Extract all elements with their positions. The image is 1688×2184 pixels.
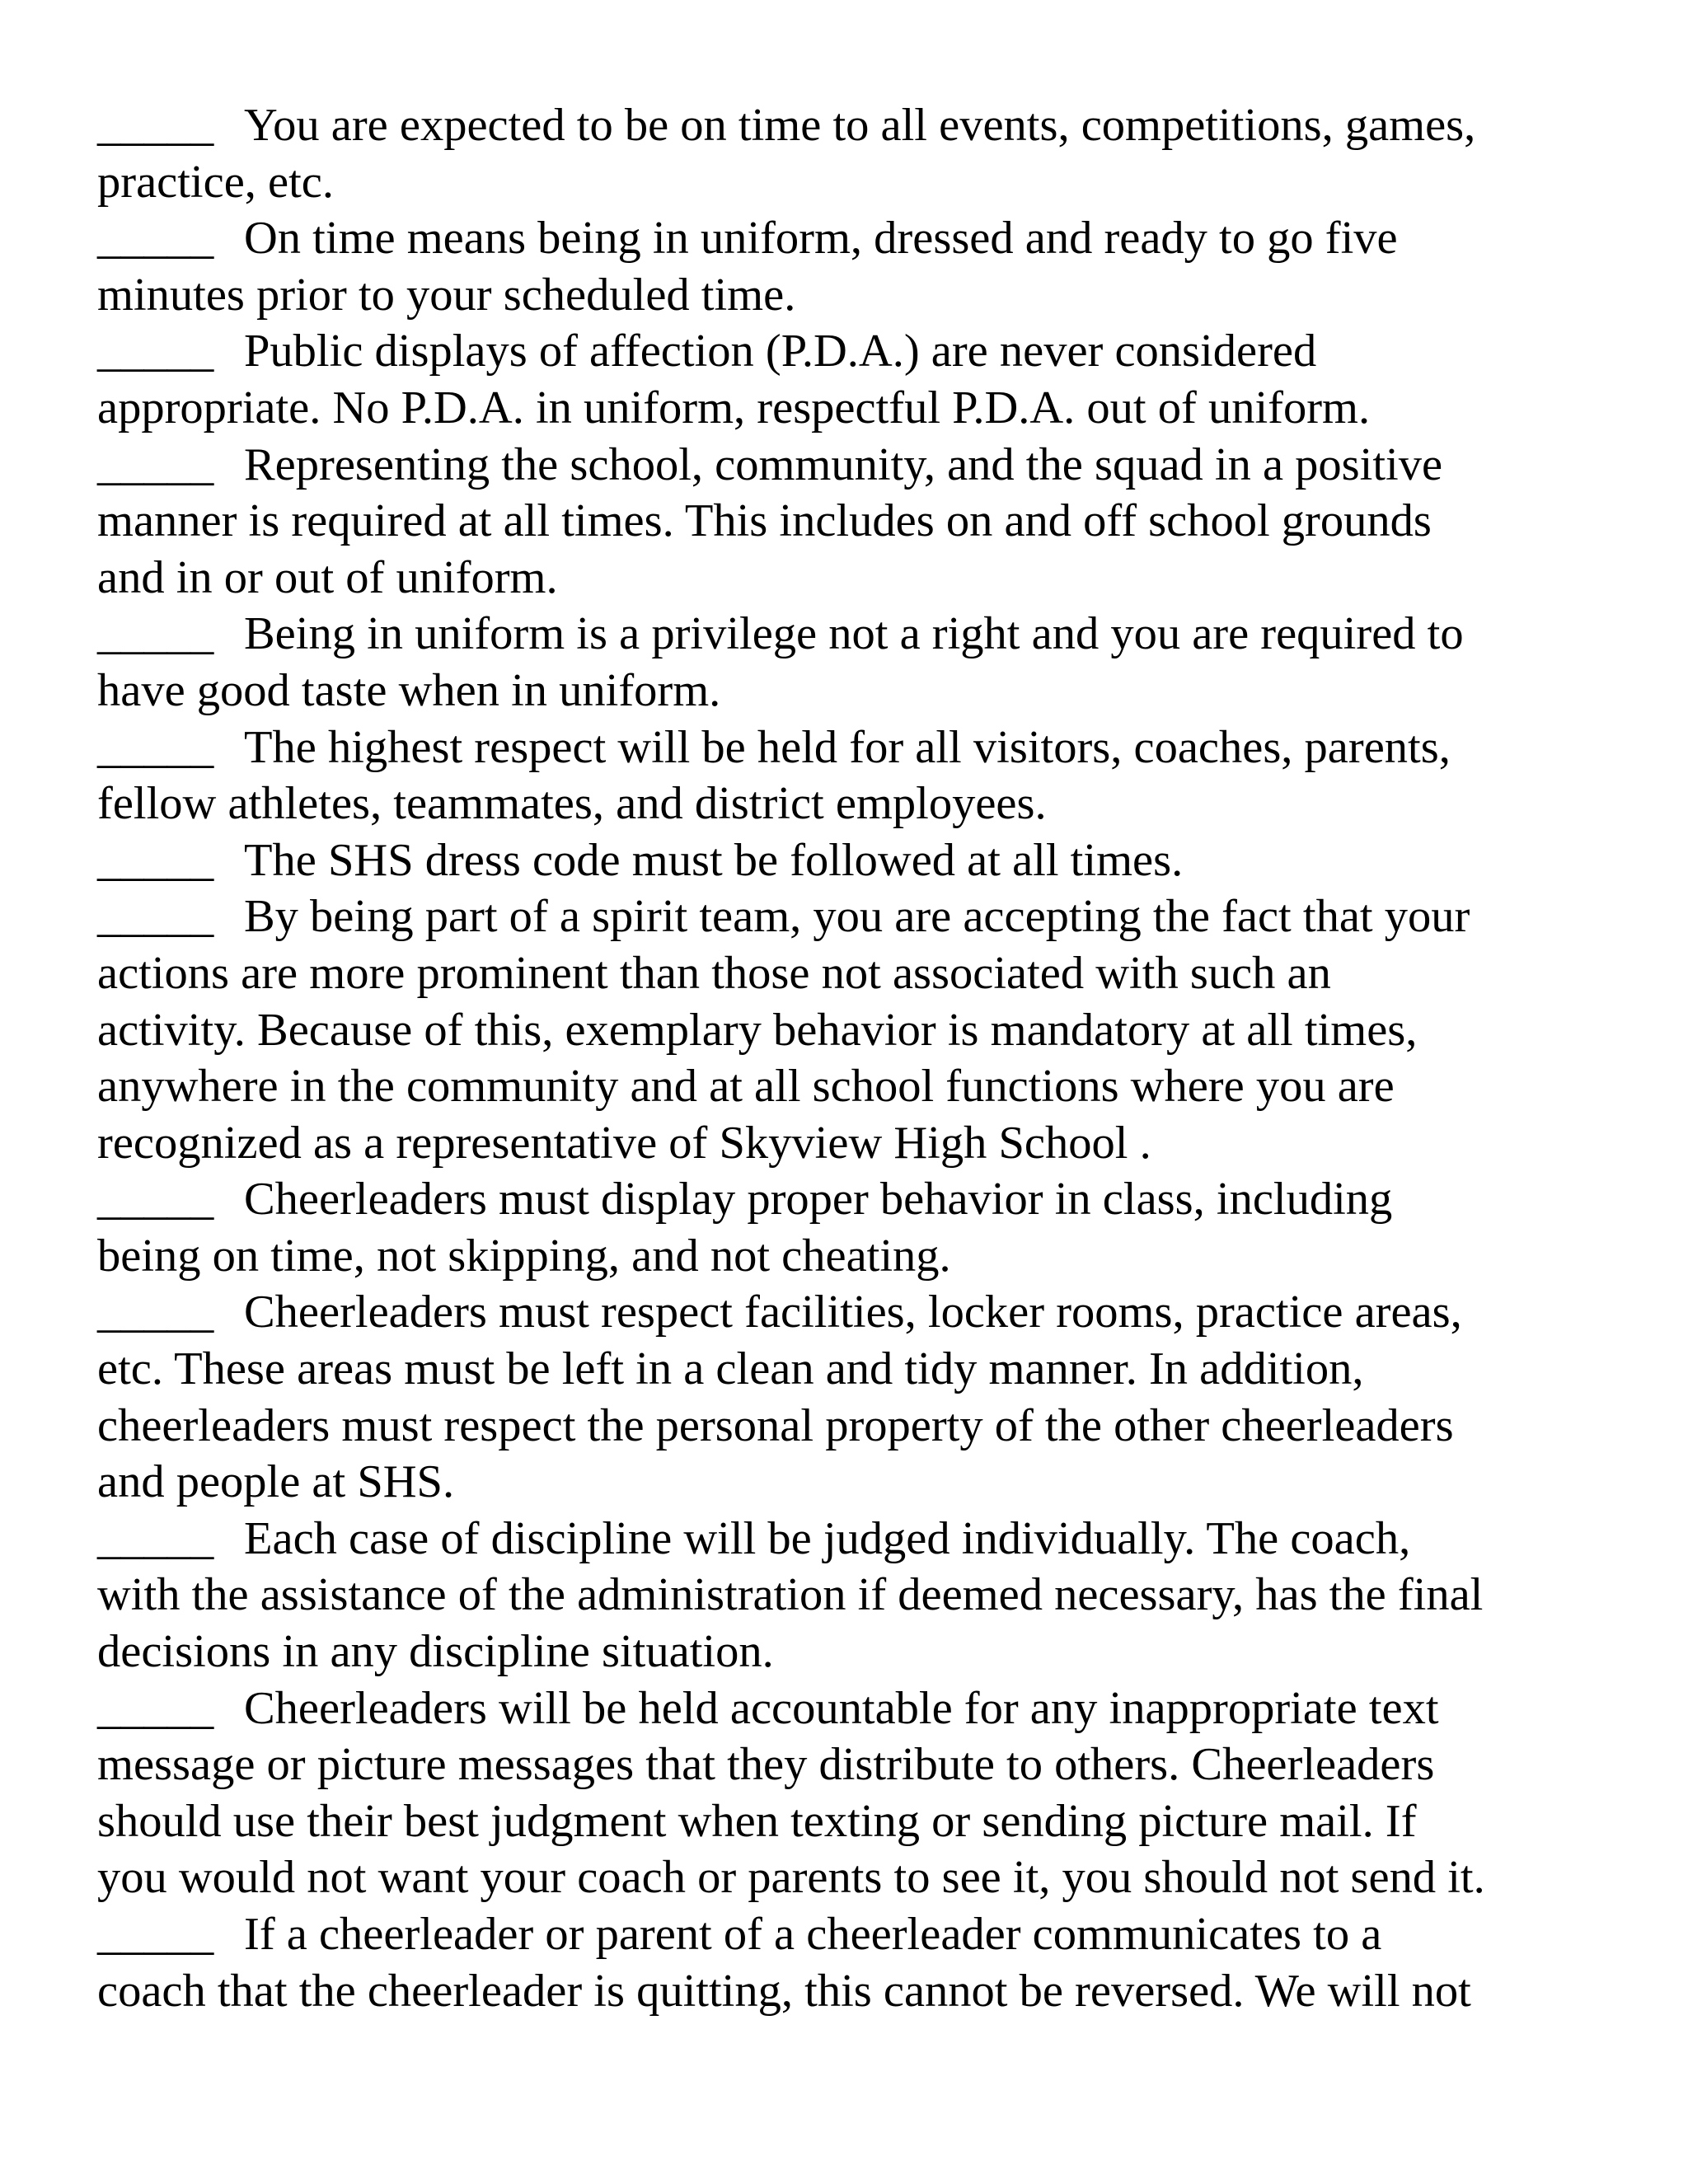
rule-line [97, 1680, 1581, 1737]
rule-text: actions are more prominent than those not associated with such an [97, 947, 1331, 999]
rule-text: you would not want your coach or parents to see it, you should not send it. [97, 1852, 1485, 1904]
rule-text: activity. Because of this, exemplary behavior is mandatory at all times, [97, 1004, 1418, 1056]
rule-line [97, 210, 1581, 267]
rule-item [97, 606, 1581, 719]
rule-item [97, 97, 1581, 210]
rule-line [97, 550, 1581, 607]
rule-text: and people at SHS. [97, 1456, 455, 1508]
rule-text: cheerleaders must respect the personal property of the other cheerleaders [97, 1399, 1454, 1451]
rule-line [97, 267, 1581, 324]
rule-item [97, 1906, 1581, 2019]
initial-blank[interactable]: _____ [97, 608, 214, 660]
rule-text: The highest respect will be held for all visitors, coaches, parents, [244, 721, 1451, 773]
initial-blank[interactable]: _____ [97, 326, 214, 377]
rule-item [97, 832, 1581, 889]
rule-text: Each case of discipline will be judged individually. The coach, [244, 1512, 1411, 1564]
rule-item [97, 437, 1581, 607]
rule-text: with the assistance of the administration if deemed necessary, has the final [97, 1569, 1484, 1621]
rule-item [97, 323, 1581, 436]
rule-text: practice, etc. [97, 156, 334, 208]
rule-line [97, 1736, 1581, 1793]
rule-text: If a cheerleader or parent of a cheerleader communicates to a [244, 1909, 1382, 1960]
rule-line [97, 832, 1581, 889]
rule-item [97, 1284, 1581, 1510]
rule-text: Cheerleaders must display proper behavior in class, including [244, 1174, 1393, 1226]
rule-text: Public displays of affection (P.D.A.) are never considered [244, 326, 1317, 377]
rule-text: recognized as a representative of Skyview High School . [97, 1117, 1151, 1169]
rule-line [97, 437, 1581, 494]
rule-text: should use their best judgment when texting or sending picture mail. If [97, 1795, 1417, 1847]
rule-text: coach that the cheerleader is quitting, this cannot be reversed. We will not [97, 1965, 1471, 2017]
rule-line [97, 1228, 1581, 1285]
initial-blank[interactable]: _____ [97, 438, 214, 490]
initial-blank[interactable]: _____ [97, 100, 214, 151]
initial-blank[interactable]: _____ [97, 891, 214, 943]
rule-line [97, 1058, 1581, 1115]
rule-line [97, 1002, 1581, 1059]
initial-blank[interactable]: _____ [97, 1286, 214, 1338]
rule-line [97, 1906, 1581, 1963]
rule-line [97, 1511, 1581, 1568]
rule-item [97, 1680, 1581, 1906]
rule-line [97, 493, 1581, 550]
rule-line [97, 323, 1581, 380]
initial-blank[interactable]: _____ [97, 834, 214, 886]
initial-blank[interactable]: _____ [97, 1174, 214, 1226]
rule-line [97, 380, 1581, 437]
rule-line [97, 97, 1581, 154]
rule-text: have good taste when in uniform. [97, 664, 721, 716]
rule-line [97, 1567, 1581, 1624]
rule-text: and in or out of uniform. [97, 551, 558, 603]
document-page [97, 97, 1581, 2019]
initial-blank[interactable]: _____ [97, 721, 214, 773]
rule-item [97, 210, 1581, 323]
rule-text: The SHS dress code must be followed at all times. [244, 834, 1184, 886]
initial-blank[interactable]: _____ [97, 1909, 214, 1960]
rule-item [97, 888, 1581, 1171]
rule-text: message or picture messages that they distribute to others. Cheerleaders [97, 1739, 1435, 1791]
rule-text: anywhere in the community and at all school functions where you are [97, 1061, 1395, 1113]
rule-line [97, 945, 1581, 1002]
rule-line [97, 154, 1581, 211]
rule-line [97, 1115, 1581, 1172]
rule-text: Cheerleaders will be held accountable for any inappropriate text [244, 1682, 1439, 1734]
rule-line [97, 1963, 1581, 2020]
rule-line [97, 1284, 1581, 1341]
rule-line [97, 663, 1581, 719]
rule-line [97, 1624, 1581, 1680]
rule-line [97, 776, 1581, 832]
rule-line [97, 719, 1581, 776]
rule-line [97, 1398, 1581, 1455]
rule-line [97, 1171, 1581, 1228]
rule-item [97, 719, 1581, 832]
initial-blank[interactable]: _____ [97, 213, 214, 265]
initial-blank[interactable]: _____ [97, 1682, 214, 1734]
rule-item [97, 1171, 1581, 1284]
rule-line [97, 1793, 1581, 1850]
rule-text: appropriate. No P.D.A. in uniform, respectful P.D.A. out of uniform. [97, 382, 1371, 434]
rule-text: You are expected to be on time to all events, competitions, games, [244, 100, 1476, 151]
rule-text: Being in uniform is a privilege not a right and you are required to [244, 608, 1464, 660]
rule-text: etc. These areas must be left in a clean and tidy manner. In addition, [97, 1343, 1364, 1395]
rule-item [97, 1511, 1581, 1680]
rule-line [97, 1849, 1581, 1906]
rule-text: minutes prior to your scheduled time. [97, 269, 796, 321]
rule-text: Cheerleaders must respect facilities, locker rooms, practice areas, [244, 1286, 1462, 1338]
rule-line [97, 888, 1581, 945]
rule-line [97, 1454, 1581, 1511]
rule-text: On time means being in uniform, dressed and ready to go five [244, 213, 1398, 265]
rule-line [97, 1341, 1581, 1398]
rule-text: fellow athletes, teammates, and district employees. [97, 778, 1047, 830]
rule-line [97, 606, 1581, 663]
rule-text: Representing the school, community, and the squad in a positive [244, 438, 1443, 490]
initial-blank[interactable]: _____ [97, 1512, 214, 1564]
rule-text: By being part of a spirit team, you are accepting the fact that your [244, 891, 1470, 943]
rule-text: being on time, not skipping, and not cheating. [97, 1230, 951, 1282]
rule-text: manner is required at all times. This includes on and off school grounds [97, 495, 1432, 547]
rule-text: decisions in any discipline situation. [97, 1626, 774, 1678]
